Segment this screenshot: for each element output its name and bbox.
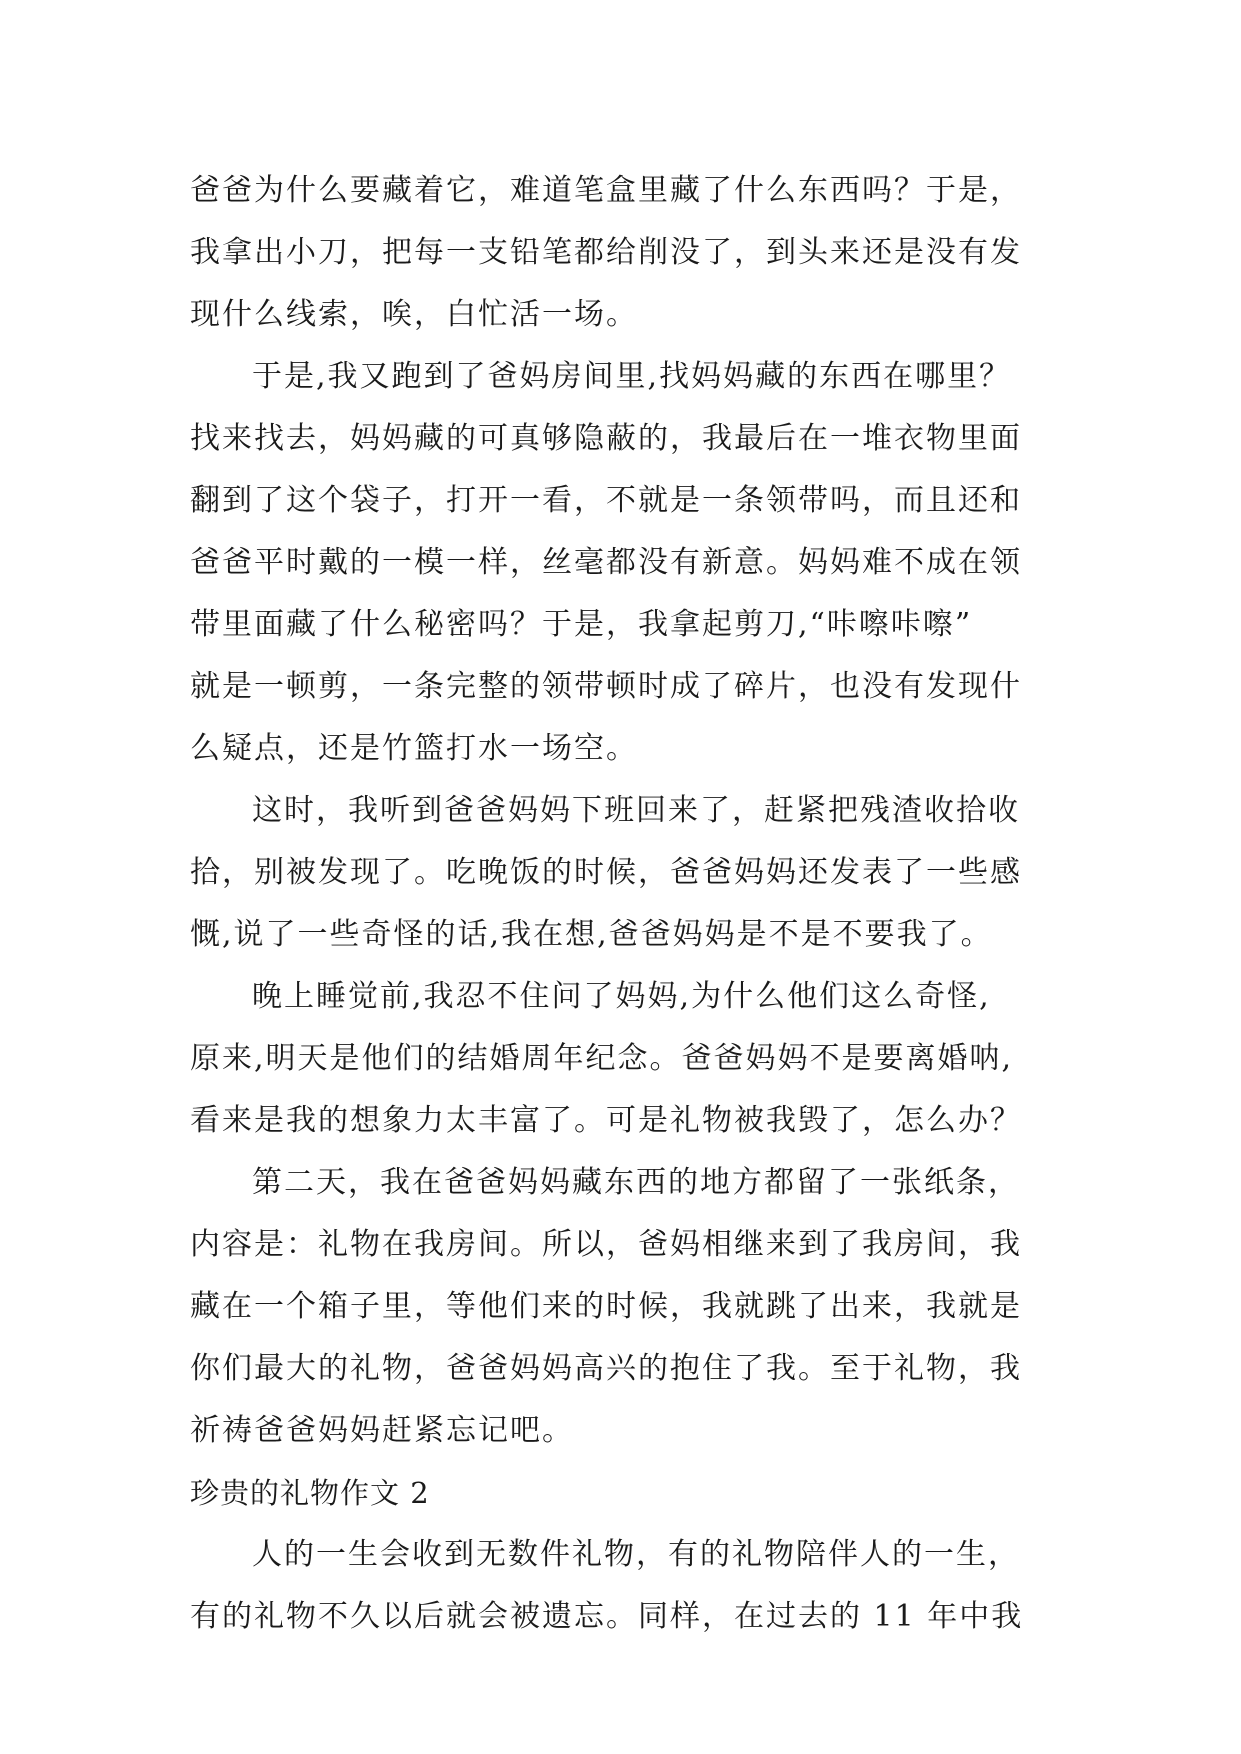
section-heading: 珍贵的礼物作文 2 (190, 1476, 430, 1510)
text-line: 我拿出小刀，把每一支铅笔都给削没了，到头来还是没有发 (190, 235, 1022, 270)
document-body (190, 160, 1070, 1648)
text-line: 就是一顿剪，一条完整的领带顿时成了碎片，也没有发现什 (190, 669, 1022, 704)
paragraph-start-line: 人的一生会收到无数件礼物，有的礼物陪伴人的一生， (252, 1537, 1020, 1572)
text-line: 看来是我的想象力太丰富了。可是礼物被我毁了，怎么办？ (190, 1103, 1022, 1138)
paragraph-start-line: 这时，我听到爸爸妈妈下班回来了，赶紧把残渣收拾收 (252, 793, 1020, 828)
text-line: 翻到了这个袋子，打开一看，不就是一条领带吗，而且还和 (190, 483, 1022, 518)
text-line: 拾，别被发现了。吃晚饭的时候，爸爸妈妈还发表了一些感 (190, 855, 1022, 890)
text-line: 爸爸平时戴的一模一样，丝毫都没有新意。妈妈难不成在领 (190, 545, 1022, 580)
text-line: 爸爸为什么要藏着它，难道笔盒里藏了什么东西吗？于是， (190, 173, 1022, 208)
text-line: 你们最大的礼物，爸爸妈妈高兴的抱住了我。至于礼物，我 (190, 1351, 1022, 1386)
text-line: 藏在一个箱子里，等他们来的时候，我就跳了出来，我就是 (190, 1289, 1022, 1324)
text-line: 祈祷爸爸妈妈赶紧忘记吧。 (190, 1413, 574, 1448)
text-line: 带里面藏了什么秘密吗？于是，我拿起剪刀,“咔嚓咔嚓” (190, 607, 973, 642)
text-line: 现什么线索，唉，白忙活一场。 (190, 297, 638, 332)
text-line: 原来,明天是他们的结婚周年纪念。爸爸妈妈不是要离婚呐, (190, 1041, 1014, 1076)
text-line: 内容是：礼物在我房间。所以，爸妈相继来到了我房间，我 (190, 1227, 1022, 1262)
paragraph-start-line: 第二天，我在爸爸妈妈藏东西的地方都留了一张纸条， (252, 1165, 1020, 1200)
text-line: 有的礼物不久以后就会被遗忘。同样，在过去的 11 年中我 (190, 1599, 1024, 1634)
paragraph-start-line: 晚上睡觉前,我忍不住问了妈妈,为什么他们这么奇怪, (252, 979, 991, 1014)
text-line: 找来找去，妈妈藏的可真够隐蔽的，我最后在一堆衣物里面 (190, 421, 1022, 456)
paragraph-start-line: 于是,我又跑到了爸妈房间里,找妈妈藏的东西在哪里？ (252, 359, 1012, 394)
text-line: 慨,说了一些奇怪的话,我在想,爸爸妈妈是不是不要我了。 (190, 917, 993, 952)
text-line: 么疑点，还是竹篮打水一场空。 (190, 731, 638, 766)
